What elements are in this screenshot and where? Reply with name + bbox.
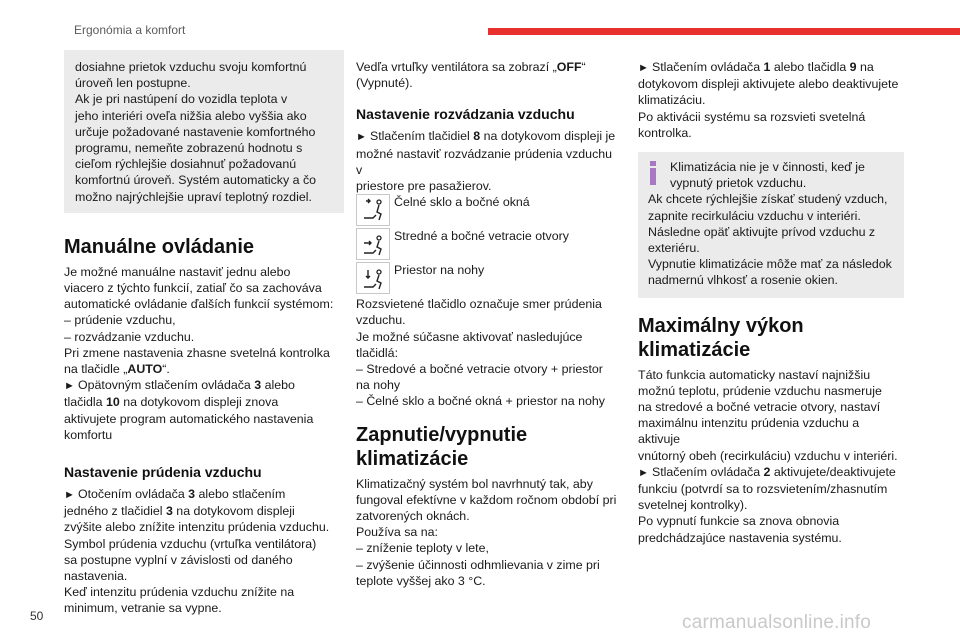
paragraph-line: možnú teplotu, prúdenie vzduchu nasmeruje <box>638 383 882 398</box>
info-line: Ak chcete rýchlejšie získať studený vzduch, <box>648 192 888 207</box>
control-number: 3 <box>188 487 196 502</box>
heading-airflow: Nastavenie prúdenia vzduchu <box>64 464 262 481</box>
step-arrow-icon: ► <box>64 489 78 502</box>
paragraph-line: maximálnu intenzitu prúdenia vzduchu a aktivuje <box>638 416 860 447</box>
paragraph-line: zatvorených oknách. <box>356 509 470 524</box>
text-run: Stlačením tlačidiel <box>369 129 474 144</box>
heading-air-distribution: Nastavenie rozvádzania vzduchu <box>356 106 575 123</box>
paragraph-line: predchádzajúce nastavenia systému. <box>638 530 842 545</box>
running-header: Ergonómia a komfort <box>74 23 186 37</box>
paragraph-line: vnútorný obeh (recirkuláciu) vzduchu v interiéri. <box>638 448 898 463</box>
step-line <box>638 464 904 481</box>
box-line: komfortnú úroveň. Systém automaticky a čo <box>75 173 317 188</box>
list-item: teplote vyššej ako 3 °C. <box>356 573 486 588</box>
box-line: úroveň len postupne. <box>75 76 191 91</box>
info-icon <box>650 161 656 185</box>
step-arrow-icon: ► <box>638 466 652 479</box>
comfort-note-box <box>64 50 344 213</box>
paragraph-line: tlačidlá: <box>356 345 399 360</box>
paragraph-line: možné nastaviť rozvádzanie prúdenia vzduchu v <box>356 146 613 177</box>
distribution-option <box>356 228 620 262</box>
list-item: – Čelné sklo a bočné okná + priestor na nohy <box>356 394 606 409</box>
text-run: alebo tlačidla <box>770 60 850 74</box>
paragraph-line: automatické ovládanie ďalších funkcií systémom: <box>64 297 334 312</box>
paragraph-line: klimatizáciu. <box>638 93 706 108</box>
text-run: Opätovným stlačením ovládača <box>77 378 255 393</box>
box-line: možno najrýchlejšie upraví teplotný rozdiel. <box>75 189 312 204</box>
distribution-label: Čelné sklo a bočné okná <box>394 195 530 210</box>
page-number: 50 <box>30 609 44 623</box>
paragraph-line: Táto funkcia automaticky nastaví najnižšiu <box>638 367 871 382</box>
info-line: exteriéru. <box>648 241 700 256</box>
step-line <box>64 377 344 394</box>
paragraph-line: Symbol prúdenia vzduchu (vrtuľka ventilátora) <box>64 536 317 551</box>
info-line: Klimatizácia nie je v činnosti, keď je <box>670 160 865 175</box>
column-1 <box>64 50 344 617</box>
control-number: 10 <box>106 395 120 410</box>
list-item: na nohy <box>356 378 401 393</box>
info-line: zapnite recirkuláciu vzduchu v interiéri. <box>648 208 861 223</box>
control-number: 3 <box>254 378 262 393</box>
paragraph-line: nastavenia. <box>64 569 128 584</box>
off-label: OFF <box>556 60 582 74</box>
heading-manual-control: Manuálne ovládanie <box>64 235 255 258</box>
column-2 <box>356 50 620 589</box>
info-line: nadmernú vlhkosť a rosenie okien. <box>648 273 838 288</box>
text-run: Otočením ovládača <box>77 487 189 502</box>
paragraph-line: Klimatizačný systém bol navrhnutý tak, aby <box>356 476 593 491</box>
info-line: Vypnutie klimatizácie môže mať za následok <box>648 257 892 272</box>
paragraph-line: Je možné súčasne aktivovať nasledujúce <box>356 329 583 344</box>
paragraph-line: na stredové a bočné vetracie otvory, nastaví <box>638 400 881 415</box>
footwell-icon <box>356 262 390 294</box>
list-item: – zvýšenie účinnosti odhmlievania v zime pri <box>356 557 600 572</box>
paragraph-line: (Vypnuté). <box>356 76 413 91</box>
text-run: na dotykovom displeji znova <box>119 395 279 410</box>
step-line <box>64 486 344 503</box>
list-item: – rozvádzanie vzduchu. <box>64 329 195 344</box>
text-run: Stlačením ovládača <box>651 60 764 74</box>
paragraph-line: kontrolka. <box>638 125 692 140</box>
paragraph-line: minimum, vetranie sa vypne. <box>64 601 222 616</box>
paragraph-line: aktivujete program automatického nastavenia <box>64 411 314 426</box>
step-line <box>64 394 344 410</box>
distribution-option <box>356 262 620 296</box>
paragraph-line: Rozsvietené tlačidlo označuje smer prúdenia <box>356 297 602 312</box>
distribution-label: Priestor na nohy <box>394 263 485 278</box>
center-side-vents-icon <box>356 228 390 260</box>
list-item: – prúdenie vzduchu, <box>64 313 176 328</box>
heading-line: Zapnutie/vypnutie <box>356 423 528 446</box>
text-run: tlačidla <box>64 395 107 410</box>
heading-ac-on-off <box>356 423 620 471</box>
box-line: jeho interiéri oveľa nižšia alebo vyššia ako <box>75 108 307 123</box>
windscreen-side-vents-icon <box>356 194 390 226</box>
watermark: carmanualsonline.info <box>682 612 872 633</box>
text-run: Stlačením ovládača <box>651 464 764 479</box>
paragraph-line: funkciu (potvrdí sa to rozsvietením/zhasnutím <box>638 482 888 497</box>
text-run: alebo <box>261 378 295 393</box>
distribution-option <box>356 194 620 228</box>
paragraph-line <box>356 59 620 75</box>
text-run: jedného z tlačidiel <box>64 504 166 519</box>
step-line <box>64 503 344 519</box>
paragraph-line: zvýšite alebo znížite intenzitu prúdenia vzduchu. <box>64 520 330 535</box>
paragraph-line: Po vypnutí funkcie sa znova obnovia <box>638 514 840 529</box>
heading-line: klimatizácie <box>356 447 469 470</box>
paragraph-line: dotykovom displeji aktivujete alebo deaktivujete <box>638 77 899 92</box>
info-line: vypnutý prietok vzduchu. <box>670 176 807 191</box>
text-run: aktivujete/deaktivujete <box>770 464 896 479</box>
step-line <box>638 59 904 76</box>
paragraph-line: Po aktivácii systému sa rozsvieti svetelná <box>638 109 866 124</box>
paragraph-line <box>64 361 344 377</box>
box-line: cieľom rýchlejšie dosiahnuť požadovanú <box>75 157 297 172</box>
step-arrow-icon: ► <box>64 380 78 393</box>
control-number: 2 <box>763 464 771 479</box>
paragraph-line: Pri zmene nastavenia zhasne svetelná kontrolka <box>64 345 330 360</box>
step-line <box>356 128 620 145</box>
text-run: “ <box>581 60 586 74</box>
text-run: na tlačidle „ <box>64 362 128 377</box>
control-number: 3 <box>165 504 173 519</box>
paragraph-line: sa postupne vyplní v závislosti od daného <box>64 552 293 567</box>
paragraph-line: vzduchu. <box>356 313 406 328</box>
box-line: určuje požadované nastavenie komfortného <box>75 124 316 139</box>
paragraph-line: komfortu <box>64 427 113 442</box>
distribution-label: Stredné a bočné vetracie otvory <box>394 229 569 244</box>
box-line: dosiahne prietok vzduchu svoju komfortnú <box>75 60 307 74</box>
auto-label: AUTO <box>127 362 163 377</box>
paragraph-line: fungoval efektívne v každom ročnom období pri <box>356 492 617 507</box>
step-arrow-icon: ► <box>638 62 652 74</box>
paragraph-line: priestore pre pasažierov. <box>356 179 492 194</box>
heading-line: klimatizácie <box>638 338 751 361</box>
paragraph-line: svetelnej kontrolky). <box>638 498 748 513</box>
text-run: na <box>856 60 874 74</box>
text-run: alebo stlačením <box>195 487 286 502</box>
box-line: Ak je pri nastúpení do vozidla teplota v <box>75 92 288 107</box>
info-note-box <box>638 152 904 298</box>
step-arrow-icon: ► <box>356 131 370 144</box>
text-run: Vedľa vrtuľky ventilátora sa zobrazí „ <box>356 60 557 74</box>
paragraph-line: Je možné manuálne nastaviť jednu alebo <box>64 264 291 279</box>
info-line: Následne opäť aktivujte prívod vzduchu z <box>648 224 876 239</box>
column-3 <box>638 50 904 546</box>
heading-max-ac <box>638 314 904 362</box>
paragraph-line: Používa sa na: <box>356 525 438 540</box>
distribution-options <box>356 194 620 296</box>
box-line: programu, nemeňte zobrazenú hodnotu s <box>75 141 303 156</box>
heading-line: Maximálny výkon <box>638 314 804 337</box>
text-run: na dotykovom displeji <box>172 504 295 519</box>
control-number: 1 <box>763 60 771 74</box>
header-accent-bar <box>488 28 960 35</box>
list-item: – Stredové a bočné vetracie otvory + priestor <box>356 362 603 377</box>
paragraph-line: viacero z týchto funkcií, zatiaľ čo sa zachováva <box>64 281 322 296</box>
text-run: “. <box>162 362 170 377</box>
list-item: – zníženie teploty v lete, <box>356 541 489 556</box>
control-number: 9 <box>849 60 857 74</box>
control-number: 8 <box>473 129 481 144</box>
paragraph-line: Keď intenzitu prúdenia vzduchu znížite na <box>64 585 295 600</box>
text-run: na dotykovom displeji je <box>480 129 616 144</box>
